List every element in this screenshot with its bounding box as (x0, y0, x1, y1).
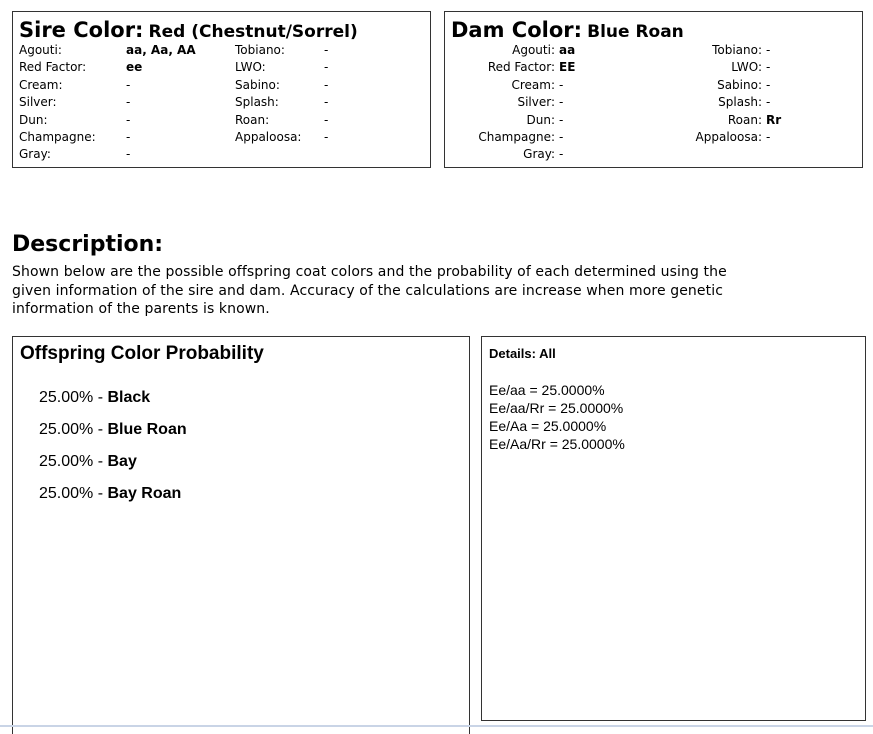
dam-gene-label: Appaloosa: (695, 130, 762, 144)
dam-gene-label: Gray: (523, 147, 555, 162)
offspring-item (39, 389, 150, 407)
description-heading: Description: (12, 232, 164, 257)
sire-gene-value: - (126, 147, 131, 162)
offspring-percent: 25.00% - (39, 485, 104, 502)
dam-gene-label: Sabino: (717, 77, 762, 92)
sire-gene-label: Champagne: (19, 130, 96, 144)
sire-gene-value: - (324, 77, 329, 92)
details-list (489, 381, 625, 453)
sire-gene-label: Cream: (19, 77, 63, 92)
dam-gene-label: Agouti: (512, 43, 555, 57)
sire-gene-value: - (126, 112, 131, 127)
offspring-item (39, 453, 137, 471)
dam-gene-label: Silver: (517, 95, 555, 110)
dam-gene-label: Dun: (526, 112, 555, 127)
offspring-percent: 25.00% - (39, 389, 104, 406)
sire-gene-label: Splash: (235, 95, 279, 110)
detail-line: Ee/Aa/Rr = 25.0000% (489, 436, 625, 452)
sire-gene-label: Tobiano: (235, 43, 285, 57)
sire-gene-value: - (126, 130, 131, 144)
sire-gene-label: Agouti: (19, 43, 62, 57)
offspring-item (39, 485, 181, 503)
dam-gene-value: - (559, 130, 564, 144)
offspring-color: Bay Roan (107, 485, 182, 502)
sire-gene-value: - (324, 60, 329, 75)
offspring-percent: 25.00% - (39, 453, 104, 470)
sire-title-prefix: Sire Color: (19, 18, 144, 42)
sire-gene-label: Red Factor: (19, 60, 87, 75)
sire-gene-value: - (324, 112, 329, 127)
sire-gene-value: - (324, 95, 329, 110)
description-text: Shown below are the possible offspring coat colors and the probability of each determined using the given information of the sire and dam. Accuracy of the calculations are increase when more genetic information of the parents is known. (12, 264, 727, 317)
dam-gene-value: - (766, 130, 771, 144)
sire-gene-label: Silver: (19, 95, 57, 110)
offspring-title: Offspring Color Probability (20, 343, 264, 364)
dam-title (451, 18, 684, 42)
details-title: Details: All (489, 346, 556, 361)
sire-gene-value: - (324, 43, 329, 57)
sire-title (19, 18, 358, 42)
offspring-item (39, 421, 187, 439)
sire-gene-label: Dun: (19, 112, 48, 127)
sire-color-panel (12, 11, 431, 168)
dam-gene-label: Tobiano: (712, 43, 762, 57)
sire-gene-value: ee (126, 60, 143, 75)
offspring-color: Black (107, 389, 151, 406)
dam-gene-label: Roan: (727, 112, 762, 127)
sire-gene-value: - (126, 77, 131, 92)
dam-gene-value: EE (559, 60, 576, 75)
dam-gene-value: - (559, 147, 564, 162)
sire-gene-value: aa, Aa, AA (126, 43, 196, 57)
dam-gene-value: Rr (766, 112, 782, 127)
dam-color-panel (444, 11, 863, 168)
offspring-color: Blue Roan (107, 421, 187, 438)
dam-gene-value: - (766, 95, 771, 110)
dam-gene-label: LWO: (731, 60, 762, 75)
dam-gene-value: - (766, 43, 771, 57)
dam-color-name: Blue Roan (587, 22, 684, 42)
detail-line: Ee/Aa = 25.0000% (489, 418, 607, 434)
dam-gene-value: - (559, 95, 564, 110)
dam-gene-value: - (559, 112, 564, 127)
offspring-probability-panel (12, 336, 470, 734)
dam-gene-value: - (766, 60, 771, 75)
sire-gene-value: - (324, 130, 329, 144)
offspring-color: Bay (107, 453, 137, 470)
dam-gene-value: - (559, 77, 564, 92)
bottom-separator (0, 725, 873, 727)
sire-gene-label: Gray: (19, 147, 51, 162)
sire-gene-label: Appaloosa: (235, 130, 302, 144)
dam-gene-label: Cream: (511, 77, 555, 92)
dam-title-prefix: Dam Color: (451, 18, 583, 42)
sire-gene-label: LWO: (235, 60, 266, 75)
sire-gene-label: Sabino: (235, 77, 280, 92)
offspring-percent: 25.00% - (39, 421, 104, 438)
dam-gene-value: - (766, 77, 771, 92)
sire-gene-label: Roan: (235, 112, 270, 127)
sire-color-name: Red (Chestnut/Sorrel) (148, 22, 358, 42)
detail-line: Ee/aa/Rr = 25.0000% (489, 400, 624, 416)
dam-gene-label: Champagne: (478, 130, 555, 144)
dam-gene-label: Red Factor: (487, 60, 555, 75)
detail-line: Ee/aa = 25.0000% (489, 382, 605, 398)
dam-gene-value: aa (559, 43, 576, 57)
dam-gene-label: Splash: (718, 95, 762, 110)
sire-gene-value: - (126, 95, 131, 110)
details-panel (481, 336, 866, 721)
